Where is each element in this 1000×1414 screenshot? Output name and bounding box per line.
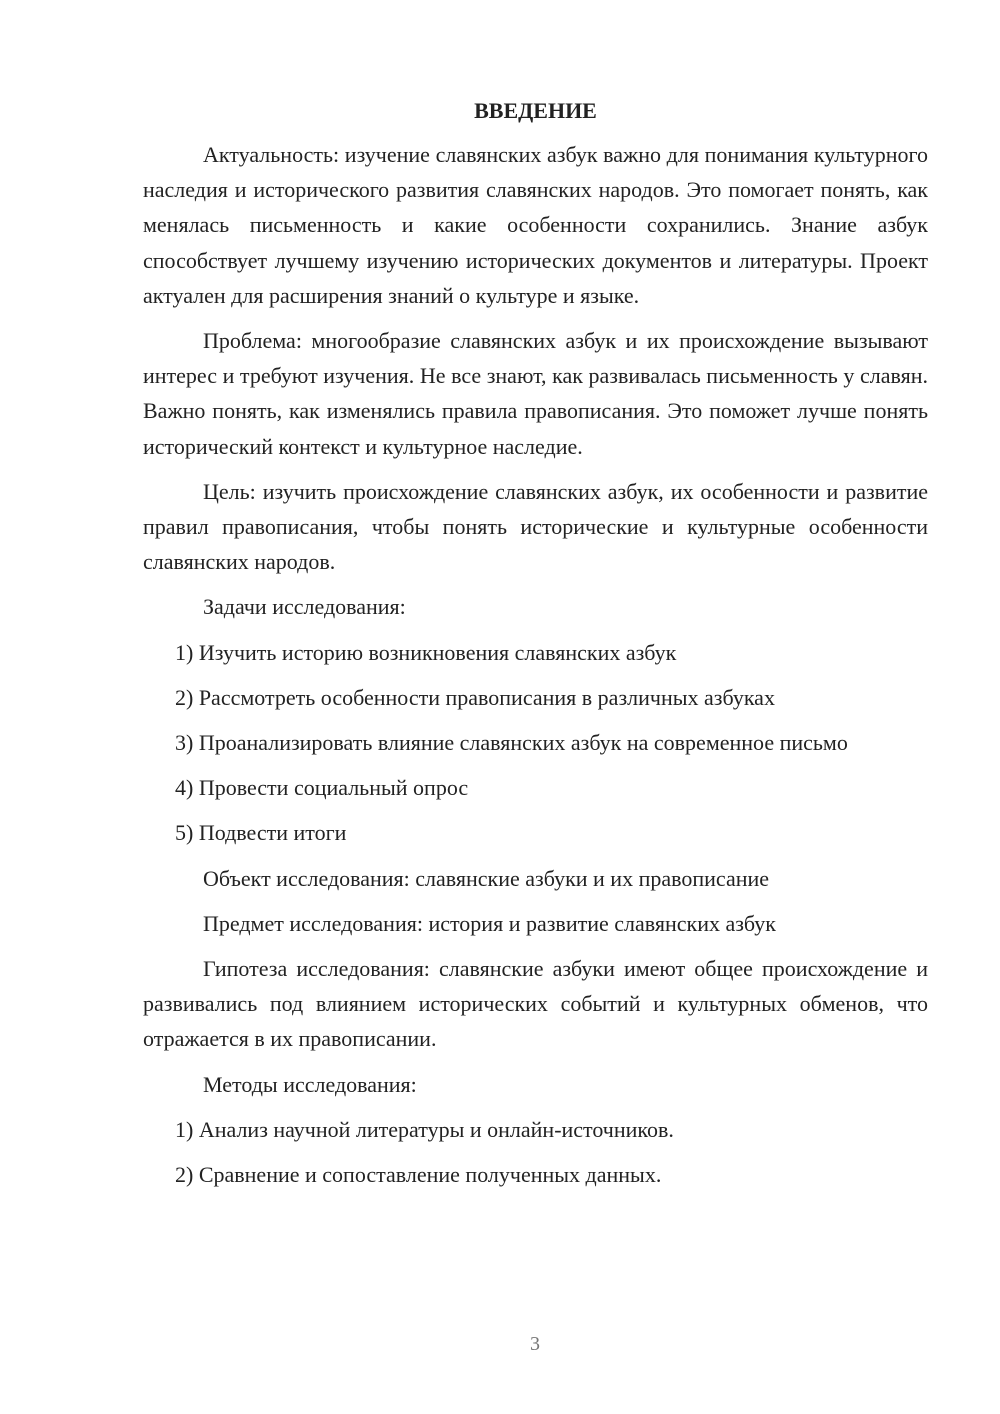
problem-paragraph: Проблема: многообразие славянских азбук и их происхождение вызывают интерес и требуют изучения. Не все знают, как развивалась письменность у славян. Важно понять, как изменялись правила правописания. Это поможет лучше понять исторический контекст и культурное наследие. (143, 328, 928, 459)
tasks-heading: Задачи исследования: (203, 594, 406, 620)
methods-heading: Методы исследования: (203, 1071, 417, 1097)
page-content (143, 95, 928, 1202)
task-item-3: 3) Проанализировать влияние славянских азбук на современное письмо (175, 730, 848, 756)
task-item-2: 2) Рассмотреть особенности правописания в различных азбуках (175, 684, 775, 710)
method-item-1: 1) Анализ научной литературы и онлайн-источников. (175, 1116, 674, 1142)
goal-paragraph: Цель: изучить происхождение славянских азбук, их особенности и развитие правил правописания, чтобы понять исторические и культурные особенности славянских народов. (143, 478, 928, 575)
research-object: Объект исследования: славянские азбуки и их правописание (203, 865, 770, 891)
page-number: 3 (530, 1333, 540, 1355)
research-subject: Предмет исследования: история и развитие славянских азбук (203, 910, 776, 936)
task-item-4: 4) Провести социальный опрос (175, 775, 469, 801)
hypothesis-paragraph: Гипотеза исследования: славянские азбуки имеют общее происхождение и развивались под влиянием исторических событий и культурных обменов, что отражается в их правописании. (143, 956, 928, 1052)
method-item-2: 2) Сравнение и сопоставление полученных данных. (175, 1162, 662, 1188)
relevance-paragraph: Актуальность: изучение славянских азбук важно для понимания культурного наследия и исторического развития славянских народов. Это помогает понять, как менялась письменность и какие особенности сохранились. Знание азбук способствует лучшему изучению исторических документов и литературы. Проект актуален для расширения знаний о культуре и языке. (143, 142, 928, 308)
task-item-1: 1) Изучить историю возникновения славянских азбук (175, 639, 677, 665)
section-title: ВВЕДЕНИЕ (474, 98, 597, 123)
task-item-5: 5) Подвести итоги (175, 820, 347, 846)
